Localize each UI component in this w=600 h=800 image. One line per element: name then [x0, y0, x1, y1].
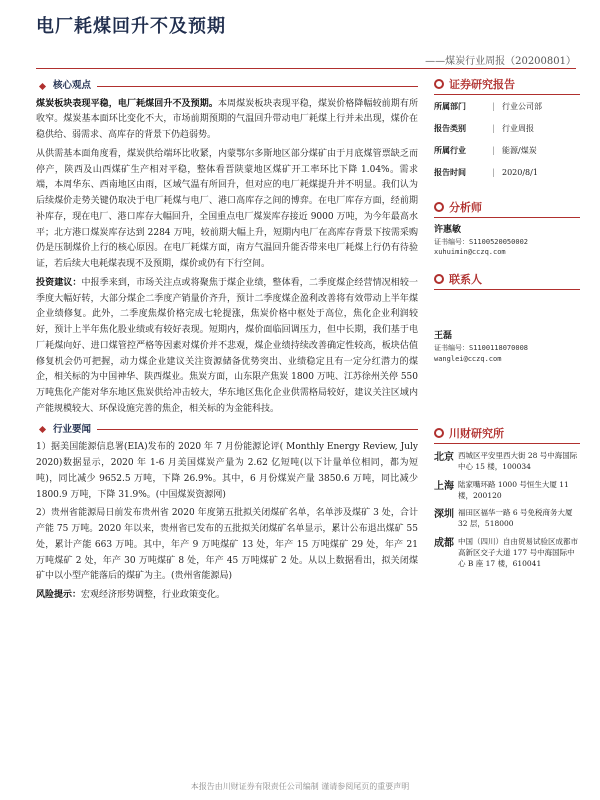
- risk-text: 宏观经济形势调整，行业政策变化。: [81, 590, 226, 600]
- section-divider: [97, 429, 418, 430]
- core-p1-body: 本周煤炭板块表现平稳，煤炭价格降幅较前期有所收窄。煤炭基本面环比变化不大，市场前期预期的气温回升带动电厂耗煤上行并未出现，煤价在稳供给、弱需求、高库存的背景下仍趋弱势。: [36, 98, 418, 141]
- info-value: 行业周报: [502, 124, 534, 133]
- info-key: 报告时间: [434, 168, 466, 177]
- report-info-heading: [434, 76, 580, 95]
- office-text: 中国（四川）自由贸易试验区成都市高新区交子大道 177 号中海国际中心 B 座 17 楼，610041: [458, 536, 578, 568]
- circle-icon: [434, 274, 444, 284]
- sidebar: [434, 76, 580, 374]
- core-paragraph-1: [36, 97, 418, 144]
- analyst-heading: [434, 199, 580, 218]
- diamond-icon: [39, 426, 46, 433]
- report-info-row: [434, 167, 580, 179]
- main-column: [36, 76, 418, 607]
- institute-title: 川财研究所: [449, 427, 504, 440]
- core-paragraph-3: [36, 276, 418, 418]
- section-core-title: 核心观点: [53, 80, 92, 91]
- office-address: [434, 536, 580, 570]
- info-separator: |: [492, 124, 495, 133]
- info-separator: |: [492, 102, 495, 111]
- contact-card: [434, 330, 580, 363]
- office-city: 北京: [434, 452, 454, 463]
- office-text: 陆家嘴环路 1000 号恒生大厦 11 楼，200120: [458, 479, 569, 500]
- analyst-name: 许惠敏: [434, 225, 462, 235]
- info-key: 报告类别: [434, 124, 466, 133]
- report-info-row: [434, 101, 580, 113]
- institute-block: [434, 425, 580, 575]
- report-info-row: [434, 145, 580, 157]
- section-news-title: 行业要闻: [53, 423, 92, 435]
- circle-icon: [434, 428, 444, 438]
- analyst-card: [434, 224, 580, 257]
- analyst-cert: 证书编号：S1100520050002: [434, 238, 529, 247]
- analyst-email[interactable]: xuhuimin@cczq.com: [434, 248, 506, 257]
- contact-cert: 证书编号：S1100118070008: [434, 344, 529, 353]
- institute-heading: [434, 425, 580, 444]
- core-paragraph-2: 从供需基本面角度看，煤炭供给端环比收紧，内蒙鄂尔多斯地区部分煤矿由于月底煤管票缺乏而停产，陕西及山西煤矿生产相对平稳，整体看晋陕蒙地区煤矿开工率环比下降 1.04%。需求端，本周华东、西南地区由雨，区域气温有所回升，但对应的电厂耗煤提升并不明显。我们认为后续煤价走势关键仍取决于电厂耗煤与电厂、港口高库存之间的博弈。在电厂库存方面，经前期补库存，现在电厂、港口库存大幅回升，全国重点电厂煤炭库存接近 9000 万吨，为今年最高水平；北方港口煤炭库存达到 2284 万吨，较前期大幅上升，短期内电厂在高库存背景下按需采购仍是压制煤价上行的核心原因。在电厂耗煤方面，南方气温回升能否带来电厂耗煤上行仍有待验证，若后续大电耗煤表现不及预期，煤价或仍有下行空间。: [36, 148, 418, 270]
- office-address: [434, 479, 580, 502]
- info-value: 2020/8/1: [502, 168, 538, 177]
- section-core-heading: [36, 78, 418, 95]
- office-address: [434, 507, 580, 530]
- circle-icon: [434, 202, 444, 212]
- contact-heading: [434, 271, 580, 290]
- report-info-title: 证券研究报告: [449, 78, 515, 91]
- circle-icon: [434, 79, 444, 89]
- info-value: 行业公司部: [502, 102, 542, 111]
- diamond-icon: [39, 83, 46, 90]
- news-item-2: 2）贵州省能源局日前发布贵州省 2020 年度第五批拟关闭煤矿名单，名单涉及煤矿 3 处，合计产能 75 万吨。2020 年以来，贵州省已发布的五批拟关闭煤矿名单显示，累计公布退出煤矿 55 处，累计产能 663 万吨。其中，年产 9 万吨煤矿 13 处，年产 15 万吨煤矿 29 处，年产 21 万吨煤矿 2 处，年产 30 万吨煤矿 8 处，年产 45 万吨煤矿 2 处。从以上数据看出，拟关闭煤矿中以小型产能落后的煤矿为主。(贵州省能源局): [36, 508, 418, 582]
- risk-label: 风险提示：: [36, 590, 82, 600]
- report-subtitle: ——煤炭行业周报（20200801）: [425, 56, 576, 67]
- office-city: 成都: [434, 537, 454, 549]
- section-news-heading: [36, 422, 418, 439]
- report-title: 电厂耗煤回升不及预期: [36, 16, 226, 37]
- risk-warning: [36, 588, 418, 604]
- investment-advice-label: 投资建议：: [36, 277, 82, 288]
- office-city: 上海: [434, 480, 454, 492]
- info-value: 能源/煤炭: [502, 146, 537, 155]
- news-item-1: 1）据美国能源信息署(EIA)发布的 2020 年 7 月份能源论评( Monthly Energy Review, July 2020)数据显示，2020 年 1-6 月美国煤炭产量为 2.62 亿短吨(以下计量单位相同，都为短吨)，同比减少 9652.5 万吨，下降 26.9%。其中，6 月份煤炭产量 3850.6 万吨，同比减少 1800.9 万吨，下降 31.9%。(中国煤炭资源网): [36, 442, 418, 500]
- office-address: [434, 450, 580, 473]
- page-footer: 本报告由川财证券有限责任公司编制 谨请参阅尾页的重要声明: [190, 782, 410, 791]
- info-key: 所属部门: [434, 102, 466, 111]
- contact-email[interactable]: wanglei@cczq.com: [434, 354, 502, 363]
- info-separator: |: [492, 146, 495, 155]
- info-separator: |: [492, 168, 495, 177]
- info-key: 所属行业: [434, 146, 466, 155]
- office-text: 福田区福华一路 6 号免税商务大厦 32 层，518000: [458, 508, 573, 529]
- analyst-title: 分析师: [449, 201, 482, 214]
- contact-name: 王磊: [434, 331, 453, 342]
- office-text: 西城区平安里西大街 28 号中海国际中心 15 楼，100034: [458, 451, 578, 472]
- investment-advice-body: 中报季来到，市场关注点或将聚焦于煤企业绩，整体看，二季度煤企经营情况相较一季度大幅好转，大部分煤企二季度产销量价齐升，预计二季度煤企盈利改善将有效带动上半年煤企业绩修复。此外，二季度焦煤价格完成七轮提涨，焦炭价格中枢处于高位，焦化企业利润较好，预计上半年焦化股业绩或有较好表现。短期内，煤价面临回调压力，但中长期，我们基于电厂耗煤向好、进口煤管控严格等因素对煤价并不悲观，煤企业绩持续改善确定性较高，板块估值修复机会仍可把握，动力煤企业建议关注资源储备优势突出、业绩稳定且有一定分红潜力的煤企，相关标的为中国神华、陕西煤业。焦炭方面，山东限产焦炭 1800 万吨、江苏徐州关停 550 万吨焦化产能对华东地区焦炭供给冲击较大，华东地区焦化企业供需格局较好，建议关注区域内产能规模较大、环保设施完善的焦企，相关标的为金能科技。: [36, 277, 418, 414]
- core-p1-lead: 煤炭板块表现平稳，电厂耗煤回升不及预期。: [36, 98, 218, 109]
- report-info-row: [434, 123, 580, 135]
- contact-title: 联系人: [449, 273, 482, 287]
- office-city: 深圳: [434, 509, 454, 520]
- section-divider: [97, 86, 418, 87]
- header-rule: [36, 68, 576, 69]
